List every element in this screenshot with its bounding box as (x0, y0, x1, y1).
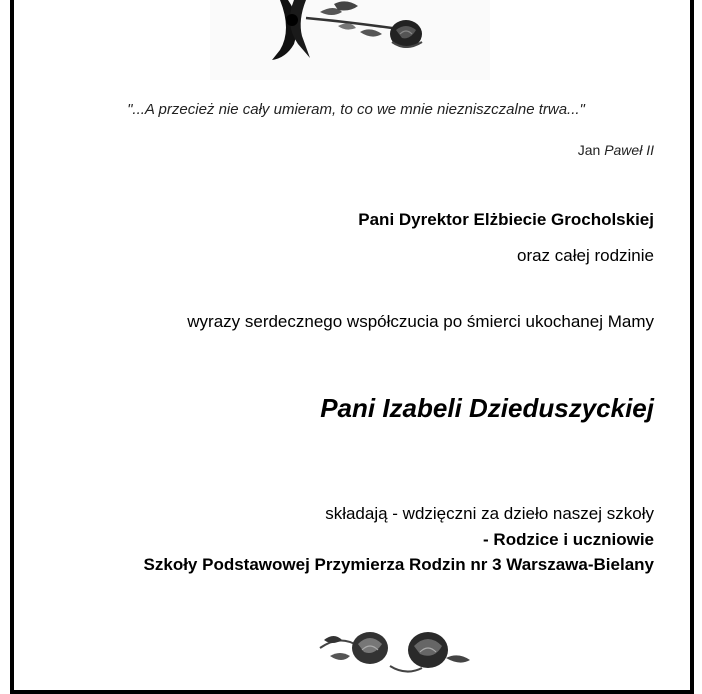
school-line: Szkoły Podstawowej Przymierza Rodzin nr 3 Warszawa-Bielany (143, 555, 654, 574)
deceased-name: Pani Izabeli Dzieduszyckiej (320, 393, 654, 423)
roses-icon (310, 620, 480, 680)
family-line: oraz całej rodzinie (516, 246, 654, 265)
black-ribbon-and-rose-icon (210, 0, 490, 80)
recipient-line: Pani Dyrektor Elżbiecie Grocholskiej (358, 210, 654, 229)
condolence-line: wyrazy serdecznego współczucia po śmierci ukochanej Mamy (187, 312, 654, 331)
quote-text: "...A przecież nie cały umieram, to co we mnie niezniszczalne trwa..." (127, 101, 585, 118)
signed-intro-line: składają - wdzięczni za dzieło naszej szkoły (325, 504, 654, 523)
author-rest-name: Paweł II (604, 142, 654, 158)
quote-author (578, 142, 654, 158)
author-first-name: Jan (577, 142, 601, 158)
signers-line: - Rodzice i uczniowie (483, 530, 654, 549)
